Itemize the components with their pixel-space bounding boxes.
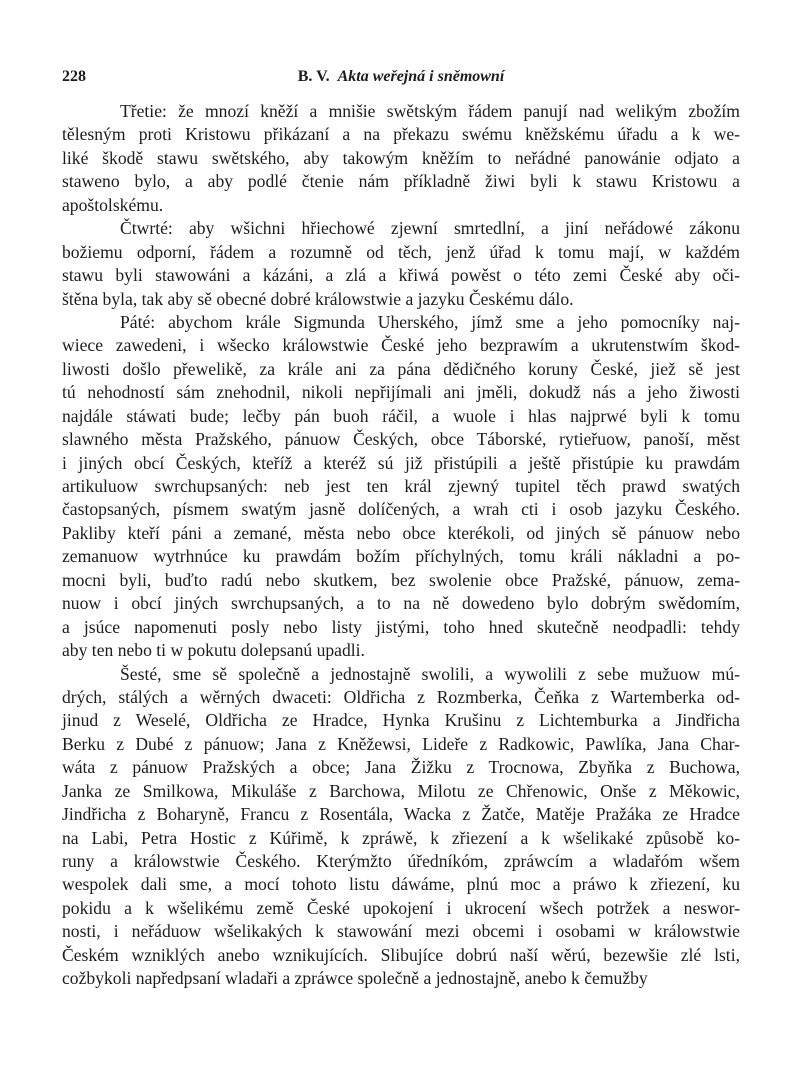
text-line: wáta z pánuow Pražských a obce; Jana Žižku z Trocnowa, Zbyňka z Buchowa, bbox=[62, 757, 740, 778]
text-line: a jsúce napomenuti posly nebo listy jistými, toho hned skutečně neodpadli: tehdy bbox=[62, 616, 740, 637]
text-line: stawu byli stawowáni a kázáni, a zlá a křiwá powěst o této zemi České aby oči- bbox=[62, 265, 740, 286]
text-line: cožbykoli napředpsaní wladaři a zpráwce společně a jednostajně, anebo k čemužby bbox=[62, 968, 648, 989]
text-line: na Labi, Petra Hostic z Kúřimě, k zpráwě, k zřiezení a k wšelikaké způsobě ko- bbox=[62, 827, 740, 848]
text-line: pokidu a k wšelikému země České upokojení i ukrocení wšech potržek a neswor- bbox=[62, 897, 740, 918]
text-line: Berku z Dubé z pánuow; Jana z Kněžewsi, Lideře z Radkowic, Pawlíka, Jana Char- bbox=[62, 733, 740, 754]
text-line: drých, stálých a wěrných dwaceti: Oldřicha z Rozmberka, Čeňka z Wartemberka od- bbox=[62, 686, 740, 707]
text-line: častopsaných, písmem swatým jasně dolíčených, a wrah cti i osob jazyku Českého. bbox=[62, 499, 740, 520]
running-head-title: Akta weřejná i sněmowní bbox=[337, 68, 505, 85]
text-line: najdále stáwati bude; lečby pán buoh ráčil, a wuole i hlas najprwé byli k tomu bbox=[62, 405, 740, 426]
text-line: božiemu odporní, řádem a rozumně od těch, jenž úřad k tomu mají, w každém bbox=[62, 241, 740, 262]
text-line: Janka ze Smilkowa, Mikuláše z Barchowa, Milotu ze Chřenowic, Onše z Měkowic, bbox=[62, 780, 740, 801]
text-line: wiece zawedeni, i wšecko králowstwie České jeho bezprawím a ukrutenstwím škod- bbox=[62, 335, 740, 356]
text-line: tělesným proti Kristowu přikázaní a na překazu swému kněžskému úřadu a k we- bbox=[62, 124, 740, 145]
text-line: Páté: abychom krále Sigmunda Uherského, jímž sme a jeho pomocníky naj- bbox=[120, 311, 740, 332]
text-line: apoštolskému. bbox=[62, 194, 164, 215]
text-line: artikuluow swrchupsaných: neb jest ten král zjewný tupitel těch prawd swatých bbox=[62, 476, 740, 496]
text-line: mocni byli, buďto radú nebo skutkem, bez swolenie obce Pražské, pánuow, zema- bbox=[62, 569, 740, 590]
text-line: Čtwrté: aby wšichni hřiechowé zjewní smrtedlní, a jiní neřádowé zákonu bbox=[120, 218, 740, 239]
text-line: Jindřicha z Boharyně, Francu z Rosentála, Wacka z Žatče, Matěje Pražáka ze Hradce bbox=[62, 804, 740, 825]
text-line: zemanuow wytrhnúce ku prawdám božím příchylných, tomu králi nákladni a po- bbox=[62, 546, 740, 567]
running-head-section: B. V. bbox=[297, 68, 330, 85]
text-line: slawného města Pražského, pánuow Českých, obce Táborské, rytieřuow, panoší, měst bbox=[62, 429, 740, 450]
text-line: jinud z Weselé, Oldřicha ze Hradce, Hynka Krušinu z Lichtemburka a Jindřicha bbox=[62, 710, 740, 731]
paragraph bbox=[62, 311, 740, 663]
paragraph bbox=[62, 100, 740, 217]
text-line: i jiných obcí Českých, kteříž a kteréž sú již přistúpili a ještě přistúpie ku prawdám bbox=[62, 452, 740, 473]
text-line: Třetie: že mnozí kněží a mnišie swětským řádem panují nad welikým zbožím bbox=[120, 101, 740, 121]
text-line: nosti, i neřáduow wšelikakých k stawowání mezi obcemi i osobami w králowstwie bbox=[62, 921, 740, 942]
body-text bbox=[62, 100, 740, 991]
text-line: štěna byla, tak aby sě obecné dobré králowstwie a jazyku Českému dálo. bbox=[62, 288, 574, 309]
page-header bbox=[62, 68, 740, 92]
paragraph bbox=[62, 217, 740, 311]
text-line: staweno bylo, a aby podlé čtenie nám příkladně žiwi byli k stawu Kristowu a bbox=[62, 171, 740, 192]
paragraph bbox=[62, 663, 740, 991]
text-line: runy a králowstwie Českého. Kterýmžto úředníkóm, zpráwcím a wladařóm wšem bbox=[62, 851, 740, 871]
text-line: liké škodě stawu swětského, aby takowým kněžím to neřádné panowánie odjato a bbox=[62, 147, 740, 168]
text-line: nuow i obcí jiných swrchupsaných, a to na ně dowedeno bylo dobrým swědomím, bbox=[62, 593, 740, 614]
text-line: liwosti došlo přewelikě, za krále ani za pána dědičného koruny České, jiež sě jest bbox=[62, 358, 740, 379]
text-line: tú nehodností sám znehodnil, nikoli nepřijímali ani jměli, dokudž nás a jeho žiwosti bbox=[62, 382, 740, 403]
page-number: 228 bbox=[62, 68, 86, 85]
text-line: Pakliby kteří páni a zemané, města nebo obce kterékoli, od jiných sě pánuow nebo bbox=[62, 522, 740, 543]
text-line: Českém wzniklých anebo wznikujících. Slibujíce dobrú naší wěrú, bezewšie zlé lsti, bbox=[62, 944, 740, 965]
text-line: aby ten nebo ti w pokutu dolepsanú upadli. bbox=[62, 640, 365, 661]
running-head bbox=[62, 68, 740, 86]
text-line: wespolek dali sme, a mocí tohoto listu dáwáme, plnú moc a práwo k zřiezení, ku bbox=[62, 874, 740, 895]
text-line: Šesté, sme sě společně a jednostajně swolili, a wywolili z sebe mužuow mú- bbox=[120, 663, 740, 684]
